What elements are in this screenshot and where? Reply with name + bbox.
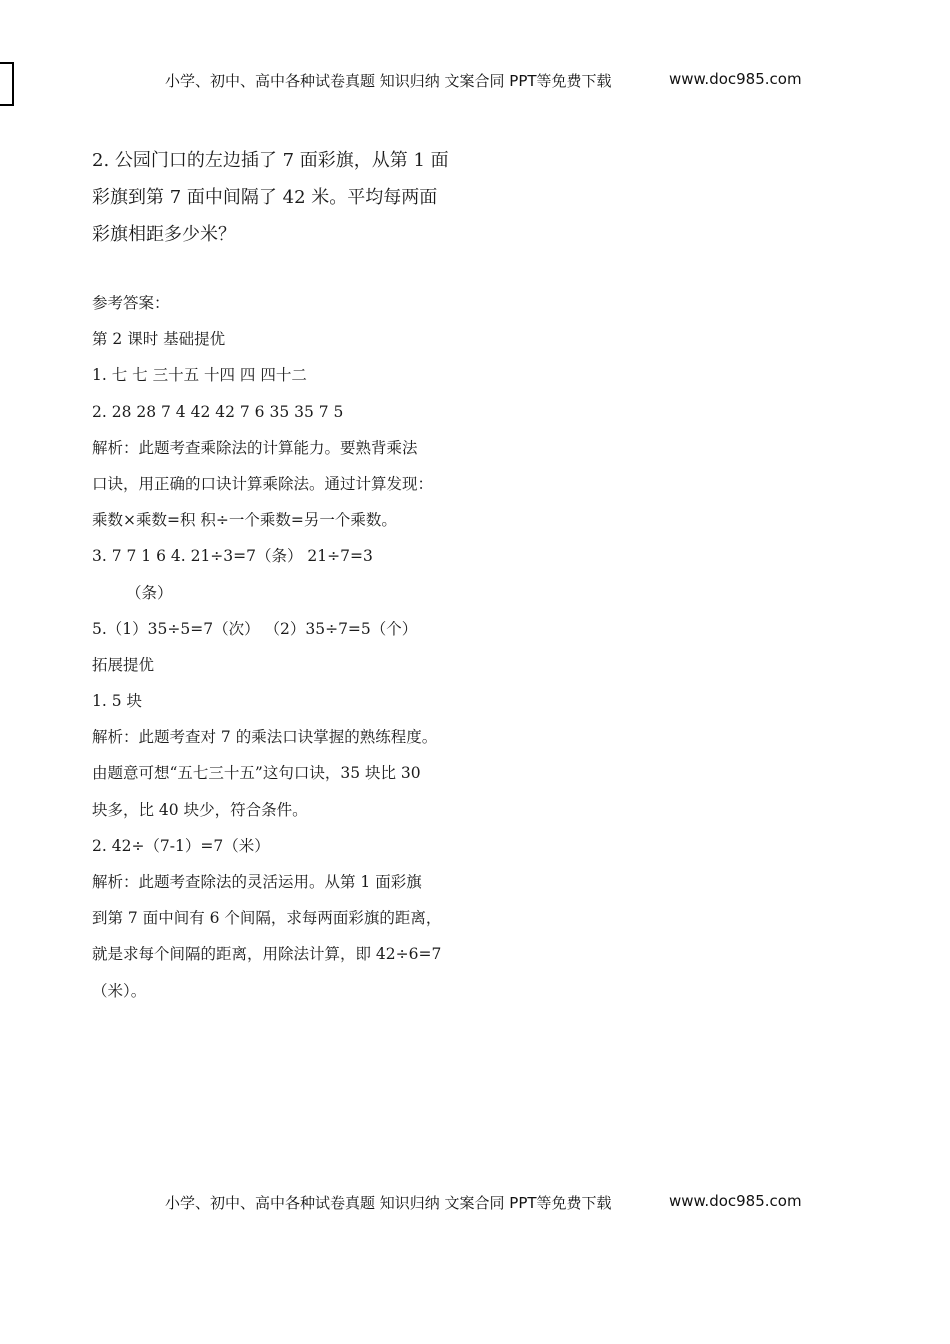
answers-title: 参考答案： [92,294,170,312]
analysis-line: 乘数×乘数=积 积÷一个乘数=另一个乘数。 [92,511,397,530]
analysis-line: 口诀，用正确的口诀计算乘除法。通过计算发现： [92,474,434,493]
answer-basic-2: 2. 28 28 7 4 42 42 7 6 35 35 7 5 [92,402,344,421]
answer-ext-1: 1. 5 块 [92,692,143,711]
analysis-line: 由题意可想“五七三十五”这句口诀，35 块比 30 [92,764,421,783]
answer-block [92,290,492,1014]
analysis-line: 块多，比 40 块少，符合条件。 [92,800,308,819]
analysis-line: 解析：此题考查乘除法的计算能力。要熟背乘法 [92,438,418,457]
question-block [92,142,472,253]
analysis-line: （米）。 [92,981,147,1000]
answer-ext-2: 2. 42÷（7-1）=7（米） [92,836,270,855]
analysis-line: 就是求每个间隔的距离，用除法计算，即 42÷6=7 [92,945,442,964]
header-site-url[interactable]: www.doc985.com [669,70,802,88]
analysis-line: 解析：此题考查除法的灵活运用。从第 1 面彩旗 [92,873,422,891]
question-line: 2. 公园门口的左边插了 7 面彩旗，从第 1 面 [92,150,449,171]
answer-basic-5: 5.（1）35÷5=7（次） （2）35÷7=5（个） [92,619,418,638]
analysis-line: 解析：此题考查对 7 的乘法口诀掌握的熟练程度。 [92,728,438,747]
answer-basic-3-4: 3. 7 7 1 6 4. 21÷3=7（条） 21÷7=3 [92,547,373,566]
question-line: 彩旗相距多少米？ [92,224,236,245]
extension-heading: 拓展提优 [92,655,155,674]
footer-site-url[interactable]: www.doc985.com [669,1192,802,1210]
page-corner-mark [0,62,14,106]
header-site-text: 小学、初中、高中各种试卷真题 知识归纳 文案合同 PPT等免费下载 [165,72,612,90]
answer-basic-3-4-cont: （条） [126,583,173,602]
analysis-line: 到第 7 面中间有 6 个间隔，求每两面彩旗的距离， [92,909,442,928]
footer-site-text: 小学、初中、高中各种试卷真题 知识归纳 文案合同 PPT等免费下载 [165,1194,612,1212]
question-line: 彩旗到第 7 面中间隔了 42 米。平均每两面 [92,187,438,208]
lesson-heading: 第 2 课时 基础提优 [92,330,226,349]
answer-basic-1: 1. 七 七 三十五 十四 四 四十二 [92,366,307,385]
